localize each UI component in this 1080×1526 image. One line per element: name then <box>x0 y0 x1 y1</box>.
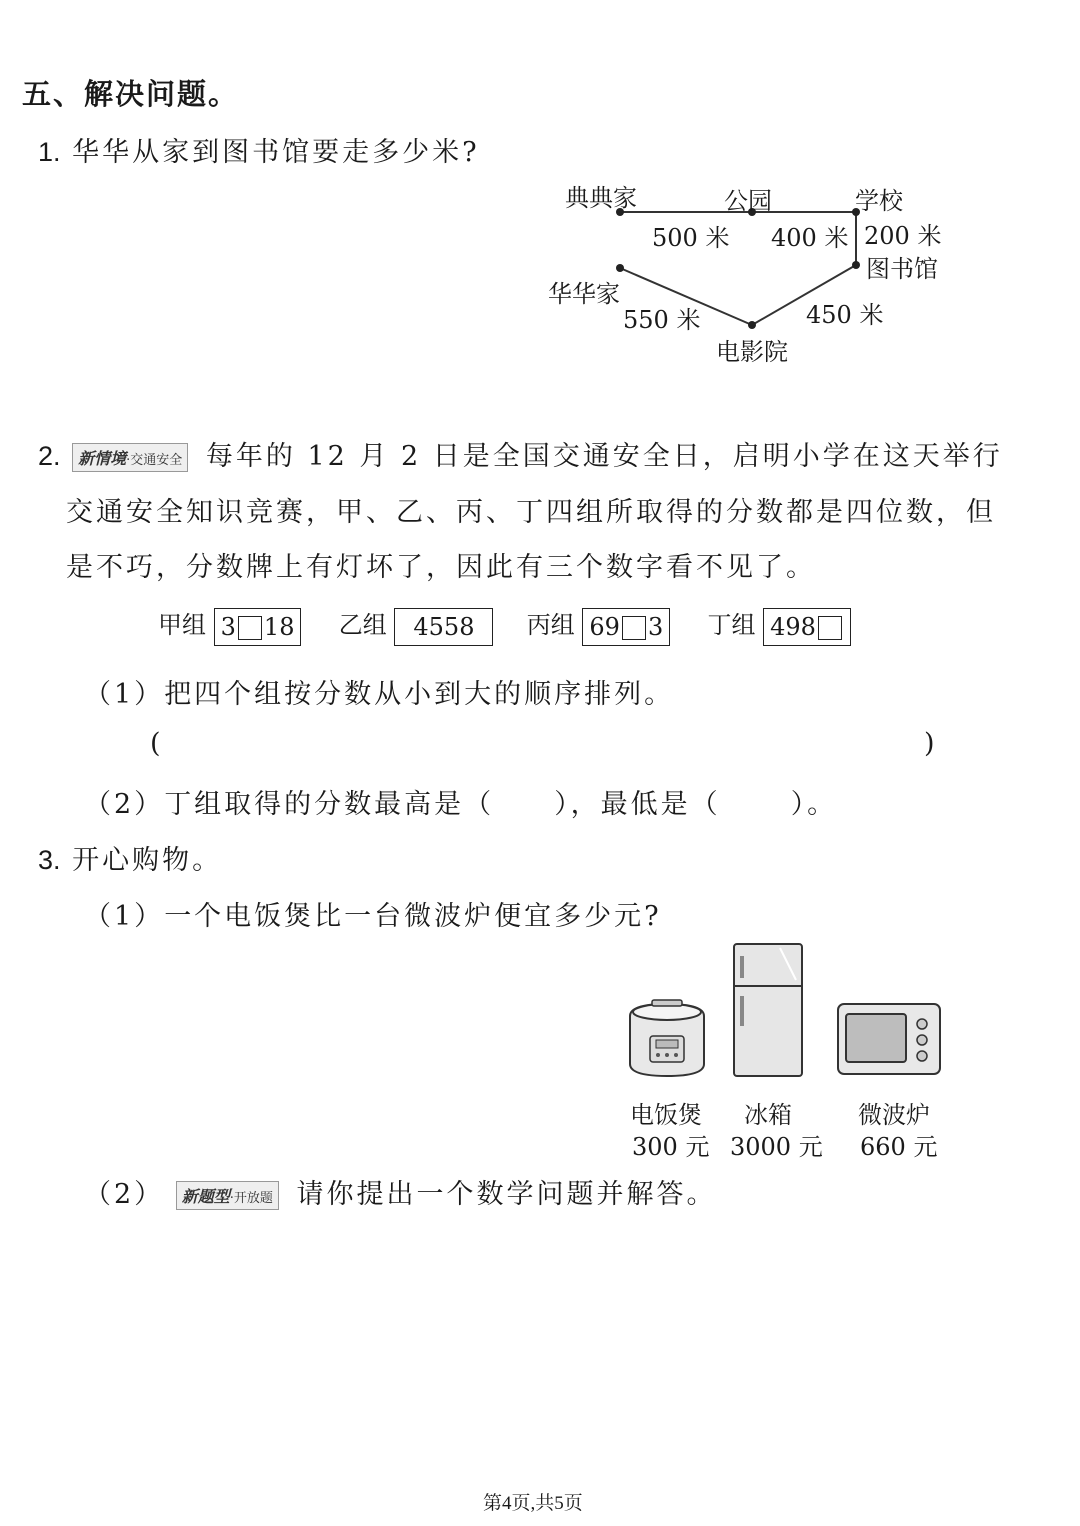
sub-text-b: ），最低是（ <box>554 789 721 820</box>
section-title: 五、解决问题。 <box>22 77 240 111</box>
score-boards <box>158 605 851 646</box>
route-map <box>0 0 1080 420</box>
score-digits: 18 <box>263 612 295 641</box>
product-price-rice-cooker: 300 元 <box>632 1133 710 1161</box>
place-park: 公园 <box>724 187 772 215</box>
tag-sub: ·开放题 <box>229 1191 273 1206</box>
point-huahua-home <box>616 264 624 272</box>
tag-main: 新情境 <box>78 449 127 468</box>
blank-digit <box>818 616 842 640</box>
score-board-ding <box>763 608 851 646</box>
blank-digit <box>622 616 646 640</box>
place-school: 学校 <box>855 187 903 215</box>
score-board-yi <box>394 608 493 646</box>
product-name-rice-cooker: 电饭煲 <box>630 1101 702 1129</box>
score-board-bing <box>582 608 670 646</box>
score-digits: 3 <box>647 612 664 641</box>
microwave-illustration <box>834 998 944 1080</box>
question-3 <box>38 838 222 877</box>
question-type-tag <box>176 1181 279 1210</box>
distance-500: 500 米 <box>652 224 730 252</box>
question-2-line-3: 是不巧，分数牌上有灯坏了，因此有三个数字看不见了。 <box>66 552 816 583</box>
place-huahua-home: 华华家 <box>548 280 620 308</box>
product-name-microwave: 微波炉 <box>858 1101 930 1129</box>
question-number: 2. <box>38 441 61 471</box>
score-digits: 3 <box>220 612 236 641</box>
score-digits: 69 <box>589 612 620 641</box>
question-number: 3. <box>38 845 61 875</box>
point-cinema <box>748 321 756 329</box>
sub-text: 一个电饭煲比一台微波炉便宜多少元? <box>164 901 662 932</box>
refrigerator-illustration <box>730 940 806 1080</box>
question-text: 开心购物。 <box>72 845 223 876</box>
sub-text-c: ）。 <box>790 789 838 820</box>
question-2-line-1 <box>38 434 1003 473</box>
sub-text: 请你提出一个数学问题并解答。 <box>296 1179 717 1210</box>
group-label-bing: 丙组 <box>526 611 575 639</box>
blank-digit <box>238 616 262 640</box>
group-label-yi: 乙组 <box>338 611 387 639</box>
sub-label: （2） <box>84 789 165 820</box>
q2-sub1 <box>84 672 674 711</box>
product-price-fridge: 3000 元 <box>730 1133 823 1161</box>
distance-400: 400 米 <box>771 224 849 252</box>
score-digits: 498 <box>770 612 816 641</box>
point-library <box>852 261 860 269</box>
answer-paren-close: ) <box>924 728 938 759</box>
product-name-fridge: 冰箱 <box>744 1101 792 1129</box>
sub-text: 把四个组按分数从小到大的顺序排列。 <box>164 679 675 710</box>
question-text: 华华从家到图书馆要走多少米? <box>72 137 480 168</box>
q2-sub2 <box>84 782 837 821</box>
score-board-jia <box>214 608 302 646</box>
tag-sub: ·交通安全 <box>126 453 183 468</box>
rice-cooker-illustration <box>622 994 712 1084</box>
place-diandian-home: 典典家 <box>565 184 637 212</box>
sub-label: （2） <box>84 1179 165 1210</box>
distance-550: 550 米 <box>623 306 701 334</box>
distance-450: 450 米 <box>806 301 884 329</box>
place-library: 图书馆 <box>866 255 938 283</box>
sub-label: （1） <box>84 679 165 710</box>
group-label-ding: 丁组 <box>707 611 756 639</box>
distance-200: 200 米 <box>864 222 942 250</box>
answer-paren-open: ( <box>150 728 164 759</box>
group-label-jia: 甲组 <box>158 611 206 639</box>
q3-sub2 <box>84 1172 717 1211</box>
product-price-microwave: 660 元 <box>860 1133 938 1161</box>
question-number: 1. <box>38 137 61 167</box>
question-2-line-2: 交通安全知识竞赛，甲、乙、丙、丁四组所取得的分数都是四位数，但 <box>66 497 996 528</box>
scenario-tag <box>72 443 188 472</box>
place-cinema: 电影院 <box>716 338 788 366</box>
sub-label: （1） <box>84 901 165 932</box>
q3-sub1 <box>84 894 662 933</box>
tag-main: 新题型 <box>181 1187 230 1206</box>
question-text: 每年的 12 月 2 日是全国交通安全日，启明小学在这天举行 <box>205 441 1003 472</box>
page-footer: 第4页,共5页 <box>483 1493 583 1514</box>
sub-text-a: 丁组取得的分数最高是（ <box>164 789 495 820</box>
score-digits: 4558 <box>413 612 475 641</box>
